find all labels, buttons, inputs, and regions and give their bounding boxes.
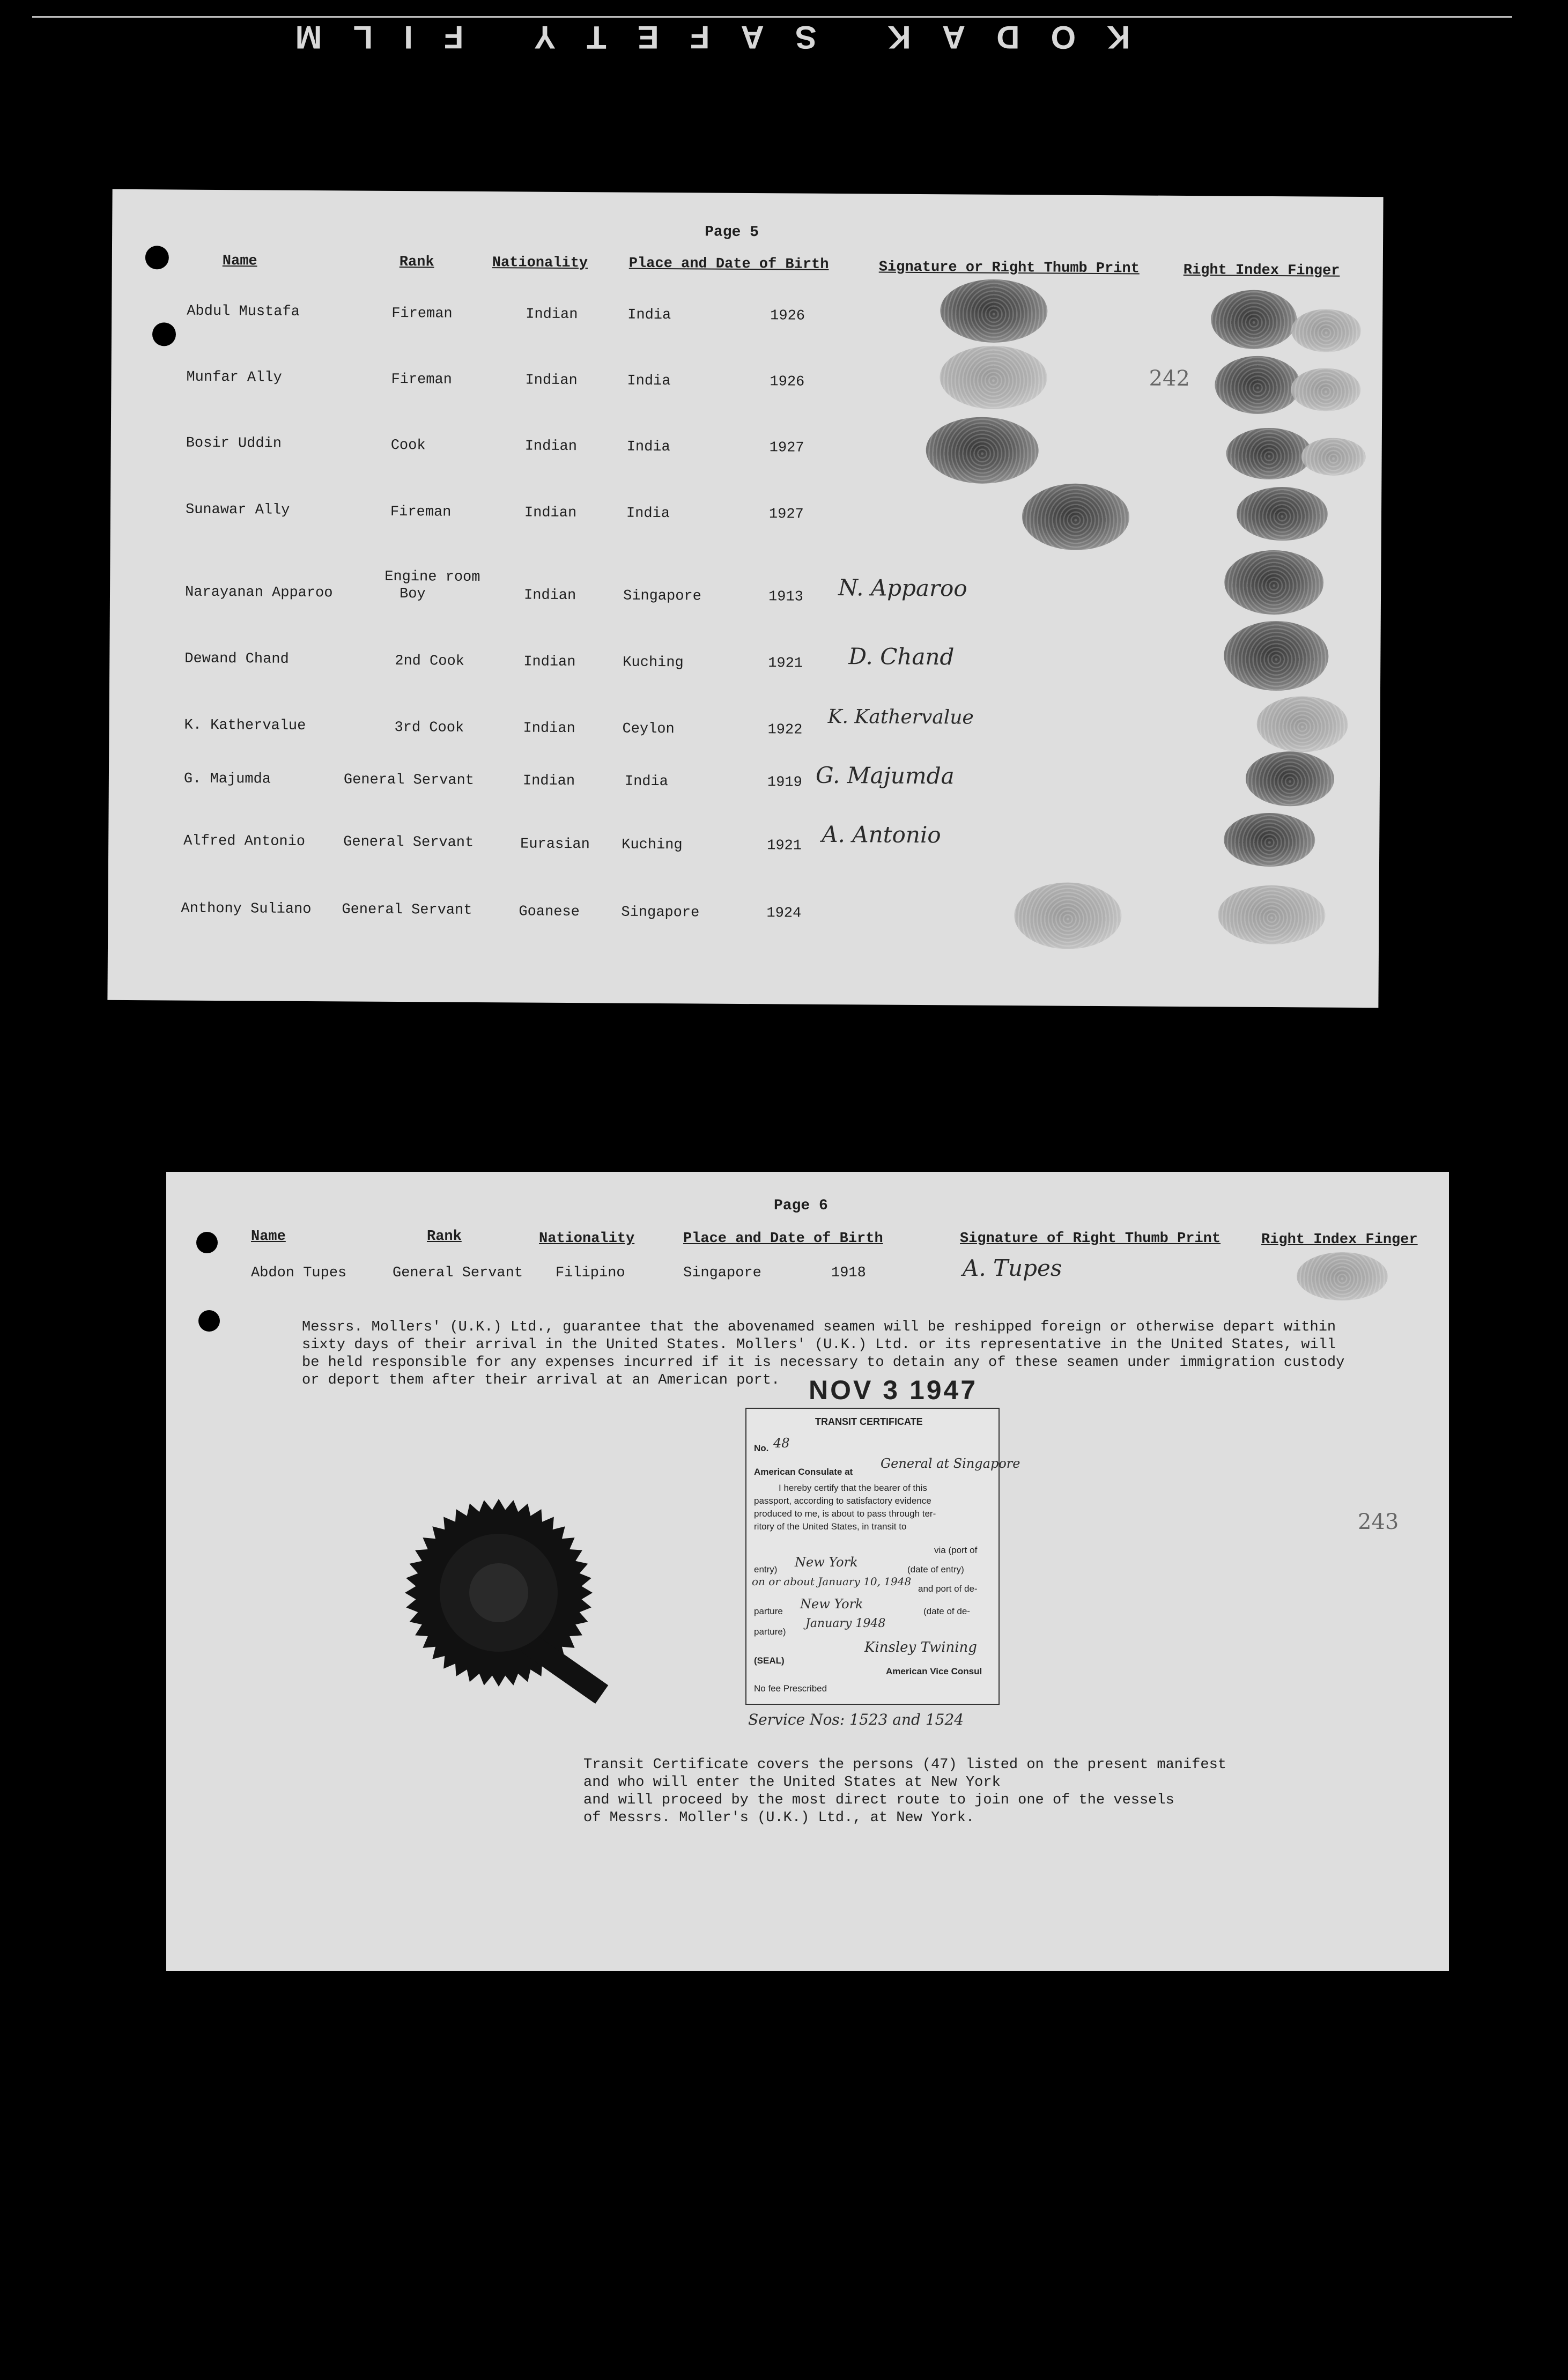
cell-rank-line2: Boy xyxy=(399,586,426,603)
cell-year: 1926 xyxy=(770,308,805,324)
certificate-date-entry-value: on or about January 10, 1948 xyxy=(752,1575,912,1588)
page-stamp-number: 243 xyxy=(1358,1510,1399,1534)
handwritten-signature: A. Tupes xyxy=(963,1255,1062,1281)
certificate-parture2-value: January 1948 xyxy=(805,1617,886,1630)
index-finger-print xyxy=(1218,885,1326,944)
certificate-via-label: via (port of xyxy=(934,1545,978,1555)
header-place-date: Place and Date of Birth xyxy=(628,255,829,273)
thumb-print xyxy=(926,417,1039,484)
page-title: Page 5 xyxy=(705,224,759,241)
cell-nationality: Indian xyxy=(526,306,578,323)
index-finger-print xyxy=(1226,427,1312,479)
cell-nationality: Goanese xyxy=(519,904,580,921)
cell-name: Sunawar Ally xyxy=(185,501,290,519)
certificate-parture-value: New York xyxy=(800,1596,863,1612)
cell-year: 1921 xyxy=(767,838,802,854)
cell-rank: Fireman xyxy=(391,305,453,322)
cell-year: 1927 xyxy=(768,506,804,523)
cell-year: 1924 xyxy=(766,905,802,922)
certificate-consul-title: American Vice Consul xyxy=(886,1666,982,1676)
punch-hole xyxy=(145,246,169,269)
cell-nationality: Indian xyxy=(524,438,578,455)
cell-rank: General Servant xyxy=(343,834,474,851)
page-title: Page 6 xyxy=(774,1198,828,1214)
certificate-no-label: No. xyxy=(754,1443,769,1453)
cell-rank: 2nd Cook xyxy=(395,653,464,670)
cell-year: 1918 xyxy=(831,1265,866,1281)
handwritten-signature: A. Antonio xyxy=(822,821,941,848)
page-stamp-number: 242 xyxy=(1149,366,1190,391)
header-index-finger: Right Index Finger xyxy=(1261,1232,1418,1248)
header-signature: Signature of Right Thumb Print xyxy=(960,1231,1221,1247)
certificate-consulate-label: American Consulate at xyxy=(754,1467,853,1477)
index-finger-print xyxy=(1215,356,1301,414)
transit-line: and who will enter the United States at New York xyxy=(583,1775,1001,1791)
cell-place: India xyxy=(627,307,671,324)
certificate-body-line: I hereby certify that the bearer of this xyxy=(779,1483,927,1493)
cell-name: Alfred Antonio xyxy=(183,833,306,850)
cell-nationality: Indian xyxy=(525,372,578,389)
film-edge-strip xyxy=(0,0,1568,59)
transit-line: of Messrs. Moller's (U.K.) Ltd., at New York. xyxy=(583,1810,975,1826)
cell-nationality: Indian xyxy=(522,773,575,790)
certificate-title: TRANSIT CERTIFICATE xyxy=(815,1416,923,1427)
certificate-port-departure-label: and port of de- xyxy=(918,1584,978,1594)
index-finger-print xyxy=(1237,487,1328,541)
thumb-print xyxy=(940,279,1048,343)
cell-place: India xyxy=(626,439,670,456)
thumb-print xyxy=(1014,882,1122,949)
cell-rank: General Servant xyxy=(393,1265,523,1281)
header-rank: Rank xyxy=(399,254,434,271)
index-finger-print xyxy=(1224,550,1324,615)
film-brand-text: KODAK SAFETY FILM xyxy=(264,19,1130,55)
cell-nationality: Indian xyxy=(523,720,575,737)
cell-year: 1922 xyxy=(767,722,803,738)
certificate-date-entry-label: (date of entry) xyxy=(907,1564,964,1575)
cell-rank: General Servant xyxy=(343,772,475,789)
certificate-consulate-value: General at Singapore xyxy=(881,1456,1020,1471)
cell-nationality: Indian xyxy=(524,505,577,522)
cell-year: 1919 xyxy=(767,774,802,791)
cell-name: Dewand Chand xyxy=(184,651,289,668)
cell-rank: Fireman xyxy=(390,504,452,521)
cell-place: Kuching xyxy=(623,654,684,671)
cell-rank: General Servant xyxy=(342,901,472,919)
certificate-date-departure-label: (date of de- xyxy=(923,1606,970,1616)
thumb-print xyxy=(1022,483,1130,550)
cell-year: 1921 xyxy=(768,655,803,672)
handwritten-signature: D. Chand xyxy=(848,643,955,670)
header-name: Name xyxy=(222,253,257,270)
header-nationality: Nationality xyxy=(539,1231,635,1247)
header-signature: Signature or Right Thumb Print xyxy=(878,259,1140,277)
index-finger-print xyxy=(1291,309,1361,352)
transit-line: Transit Certificate covers the persons (47) listed on the present manifest xyxy=(583,1757,1226,1773)
certificate-parture2-label: parture) xyxy=(754,1627,786,1637)
cell-place: Singapore xyxy=(623,588,701,605)
date-stamp: NOV 3 1947 xyxy=(809,1375,978,1405)
cell-rank: 3rd Cook xyxy=(394,720,464,736)
index-finger-print xyxy=(1297,1252,1388,1300)
cell-rank: Cook xyxy=(390,437,426,454)
transit-certificate xyxy=(745,1408,1020,1705)
certificate-fee-label: No fee Prescribed xyxy=(754,1683,827,1694)
manifest-page-6 xyxy=(166,1172,1449,1971)
cell-name: Narayanan Apparoo xyxy=(184,584,333,602)
index-finger-print xyxy=(1211,290,1297,349)
cell-name: Abdul Mustafa xyxy=(187,303,300,320)
guarantee-line: Messrs. Mollers' (U.K.) Ltd., guarantee that the abovenamed seamen will be reshipped foreign or otherwise depart within xyxy=(302,1319,1336,1335)
transit-line: and will proceed by the most direct route to join one of the vessels xyxy=(583,1792,1174,1808)
punch-hole xyxy=(152,322,176,346)
index-finger-print xyxy=(1301,438,1365,476)
certificate-seal-label: (SEAL) xyxy=(754,1655,785,1666)
guarantee-line: be held responsible for any expenses incurred if it is necessary to detain any of these seamen under immigration custody xyxy=(302,1355,1345,1371)
guarantee-line: sixty days of their arrival in the United States. Mollers' (U.K.) Ltd. or its representative in the United States, will xyxy=(302,1337,1336,1353)
guarantee-line: or deport them after their arrival at an American port. xyxy=(302,1372,780,1388)
manifest-page-5 xyxy=(107,189,1383,1008)
cell-place: Singapore xyxy=(683,1265,761,1281)
certificate-body-line: passport, according to satisfactory evidence xyxy=(754,1496,931,1506)
header-index-finger: Right Index Finger xyxy=(1183,262,1340,279)
index-finger-print xyxy=(1246,751,1335,807)
cell-year: 1927 xyxy=(769,440,804,456)
certificate-entry-label: entry) xyxy=(754,1564,778,1575)
certificate-entry-value: New York xyxy=(795,1555,858,1570)
cell-nationality: Filipino xyxy=(556,1265,625,1281)
cell-year: 1926 xyxy=(770,374,805,390)
cell-place: Ceylon xyxy=(622,721,675,738)
handwritten-signature: N. Apparoo xyxy=(838,574,967,602)
handwritten-signature: K. Kathervalue xyxy=(827,705,974,729)
cell-year: 1913 xyxy=(768,589,803,605)
index-finger-print xyxy=(1224,812,1315,867)
certificate-consul-signature: Kinsley Twining xyxy=(864,1639,977,1655)
cell-place: India xyxy=(624,773,669,790)
punch-hole xyxy=(198,1310,220,1332)
index-finger-print xyxy=(1256,696,1348,752)
index-finger-print xyxy=(1291,368,1360,411)
certificate-body-line: produced to me, is about to pass through ter- xyxy=(754,1509,936,1519)
cell-name: Abdon Tupes xyxy=(251,1265,347,1281)
header-place-date: Place and Date of Birth xyxy=(683,1231,883,1247)
header-nationality: Nationality xyxy=(492,255,588,272)
punch-hole xyxy=(196,1232,218,1253)
certificate-no-value: 48 xyxy=(773,1436,790,1451)
thumb-print xyxy=(940,345,1047,409)
notarial-seal-icon xyxy=(402,1496,649,1743)
header-rank: Rank xyxy=(427,1229,462,1245)
header-name: Name xyxy=(251,1229,286,1245)
certificate-parture-label: parture xyxy=(754,1606,783,1616)
service-numbers-note: Service Nos: 1523 and 1524 xyxy=(748,1711,964,1728)
cell-name: Anthony Suliano xyxy=(181,900,312,918)
cell-place: Kuching xyxy=(622,837,683,854)
cell-place: India xyxy=(626,505,670,522)
cell-name: K. Kathervalue xyxy=(184,717,306,734)
handwritten-signature: G. Majumda xyxy=(815,762,955,789)
cell-rank: Engine room xyxy=(384,568,480,586)
cell-name: Munfar Ally xyxy=(186,369,282,386)
cell-nationality: Indian xyxy=(523,654,576,671)
cell-name: G. Majumda xyxy=(183,771,271,788)
cell-nationality: Indian xyxy=(523,587,576,604)
index-finger-print xyxy=(1224,620,1329,691)
cell-place: India xyxy=(627,373,671,390)
film-edge-rule xyxy=(32,16,1512,18)
cell-place: Singapore xyxy=(621,904,700,921)
certificate-body-line: ritory of the United States, in transit to xyxy=(754,1521,907,1532)
cell-rank: Fireman xyxy=(391,371,452,388)
cell-nationality: Eurasian xyxy=(520,836,590,853)
cell-name: Bosir Uddin xyxy=(186,435,282,452)
